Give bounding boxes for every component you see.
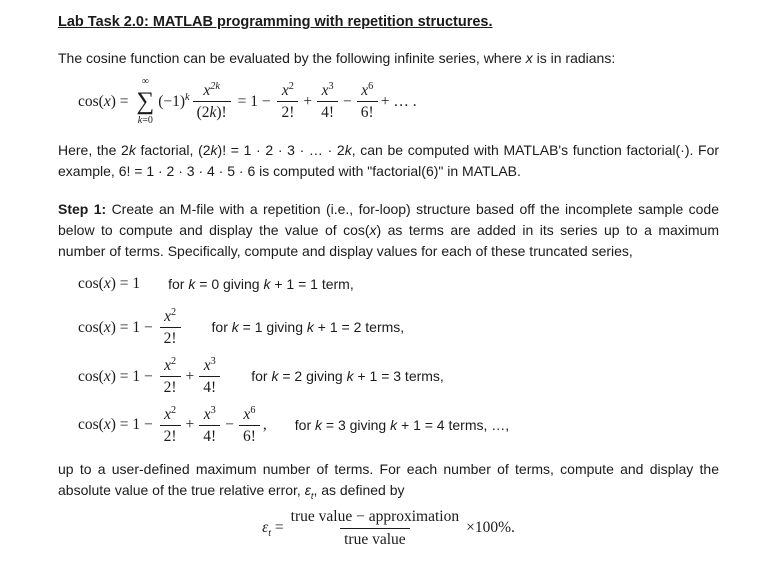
fraction-denominator: (2k)! <box>193 101 231 122</box>
fraction-denominator: 4! <box>317 101 338 122</box>
equation <box>78 275 140 293</box>
intro-paragraph: The cosine function can be evaluated by the following infinite series, where x is in radians: <box>58 50 616 66</box>
fraction-numerator: $x^3$ <box>321 80 334 99</box>
fraction <box>160 356 181 398</box>
fraction-denominator: 2! <box>160 327 181 348</box>
fraction-numerator: $x^2$ <box>281 80 294 99</box>
term-caption: for k = 0 giving k + 1 = 1 term, <box>168 275 354 292</box>
fraction <box>160 405 181 447</box>
plus-operator: + <box>185 416 195 434</box>
equation <box>78 405 267 447</box>
fraction-numerator: $x^3$ <box>203 355 216 374</box>
fraction <box>239 405 260 447</box>
equation-row <box>78 77 417 126</box>
fraction <box>199 405 220 447</box>
fraction-numerator: $x^2$ <box>164 306 177 325</box>
factorial-paragraph: Here, the 2k factorial, (2k)! = 1 · 2 · 3 · … · 2k, can be computed with MATLAB's function factorial(·). For example, 6! = 1 · 2 · 3 · 4 · 5 · 6 is computed with "factorial(6)" in MATLAB. <box>58 142 720 179</box>
error-rhs: ×100%. <box>466 519 515 537</box>
equation-row <box>262 507 515 549</box>
plus-operator: + <box>185 367 195 385</box>
fraction-denominator: 6! <box>357 101 378 122</box>
term2-fraction <box>317 81 338 123</box>
equation-text: cos(x) = 1 − <box>78 318 157 336</box>
general-term-fraction <box>193 81 231 123</box>
fraction-numerator: $x^6$ <box>243 404 256 423</box>
fraction-numerator: $x^{2k}$ <box>203 80 220 99</box>
step1-paragraph: Step 1: Create an M-file with a repetition (i.e., for-loop) structure based off the incomplete sample code below to compute and display the value of cos(x) as terms are added in its series up to a maximum number of terms. Specifically, compute and display values for each of these truncated series, <box>58 201 720 259</box>
equation-mid: = 1 − <box>233 92 275 110</box>
fraction-denominator: true value <box>340 528 410 549</box>
error-paragraph: up to a user-defined maximum number of terms. For each number of terms, compute and display the absolute value of the true relative error, $\varepsilon_t$, as defined by <box>58 461 719 502</box>
series-coefficient: $(-1)^k$ <box>158 91 190 110</box>
minus-operator: − <box>225 416 234 434</box>
fraction-denominator: 2! <box>160 376 181 397</box>
equation <box>78 356 223 398</box>
error-fraction <box>287 507 463 549</box>
relative-error-equation <box>58 507 719 549</box>
term3-fraction <box>357 81 378 123</box>
cosine-series-equation <box>78 77 719 126</box>
summation-symbol <box>136 77 154 126</box>
summation-upper-limit: ∞ <box>141 76 149 87</box>
fraction-denominator: 2! <box>277 101 298 122</box>
sigma-glyph: ∑ <box>136 88 155 115</box>
equation <box>78 307 184 349</box>
term-caption: for k = 3 giving k + 1 = 4 terms, …, <box>294 416 510 433</box>
error-lhs: $\varepsilon_t$ = <box>262 519 284 540</box>
fraction-numerator: $x^6$ <box>361 80 374 99</box>
fraction-numerator: $x^2$ <box>164 404 177 423</box>
equation-text: cos(x) = 1 − <box>78 416 157 434</box>
truncated-series-list <box>58 273 719 446</box>
term-caption: for k = 1 giving k + 1 = 2 terms, <box>211 319 405 336</box>
fraction-denominator: 2! <box>160 425 181 446</box>
fraction-numerator: $x^3$ <box>203 404 216 423</box>
equation-comma: , <box>262 416 267 434</box>
fraction-denominator: 4! <box>199 425 220 446</box>
truncated-line-1 <box>78 273 719 295</box>
minus-operator: − <box>343 92 352 110</box>
term1-fraction <box>277 81 298 123</box>
plus-operator: + <box>303 92 313 110</box>
page-title: Lab Task 2.0: MATLAB programming with repetition structures. <box>58 14 493 30</box>
fraction-denominator: 6! <box>239 425 260 446</box>
summation-lower-limit: k=0 <box>137 115 153 126</box>
equation-text: cos(x) = 1 <box>78 275 141 292</box>
fraction-numerator: $x^2$ <box>164 355 177 374</box>
equation-lhs: cos(x) = <box>78 92 133 110</box>
term-caption: for k = 2 giving k + 1 = 3 terms, <box>251 368 444 385</box>
equation-tail: + … . <box>380 92 417 110</box>
fraction <box>199 356 220 398</box>
truncated-line-3 <box>78 356 719 398</box>
truncated-line-4 <box>78 405 719 447</box>
fraction-numerator: true value − approximation <box>290 508 460 526</box>
truncated-line-2 <box>78 307 719 349</box>
fraction <box>160 307 181 349</box>
fraction-denominator: 4! <box>199 376 220 397</box>
equation-text: cos(x) = 1 − <box>78 367 157 385</box>
